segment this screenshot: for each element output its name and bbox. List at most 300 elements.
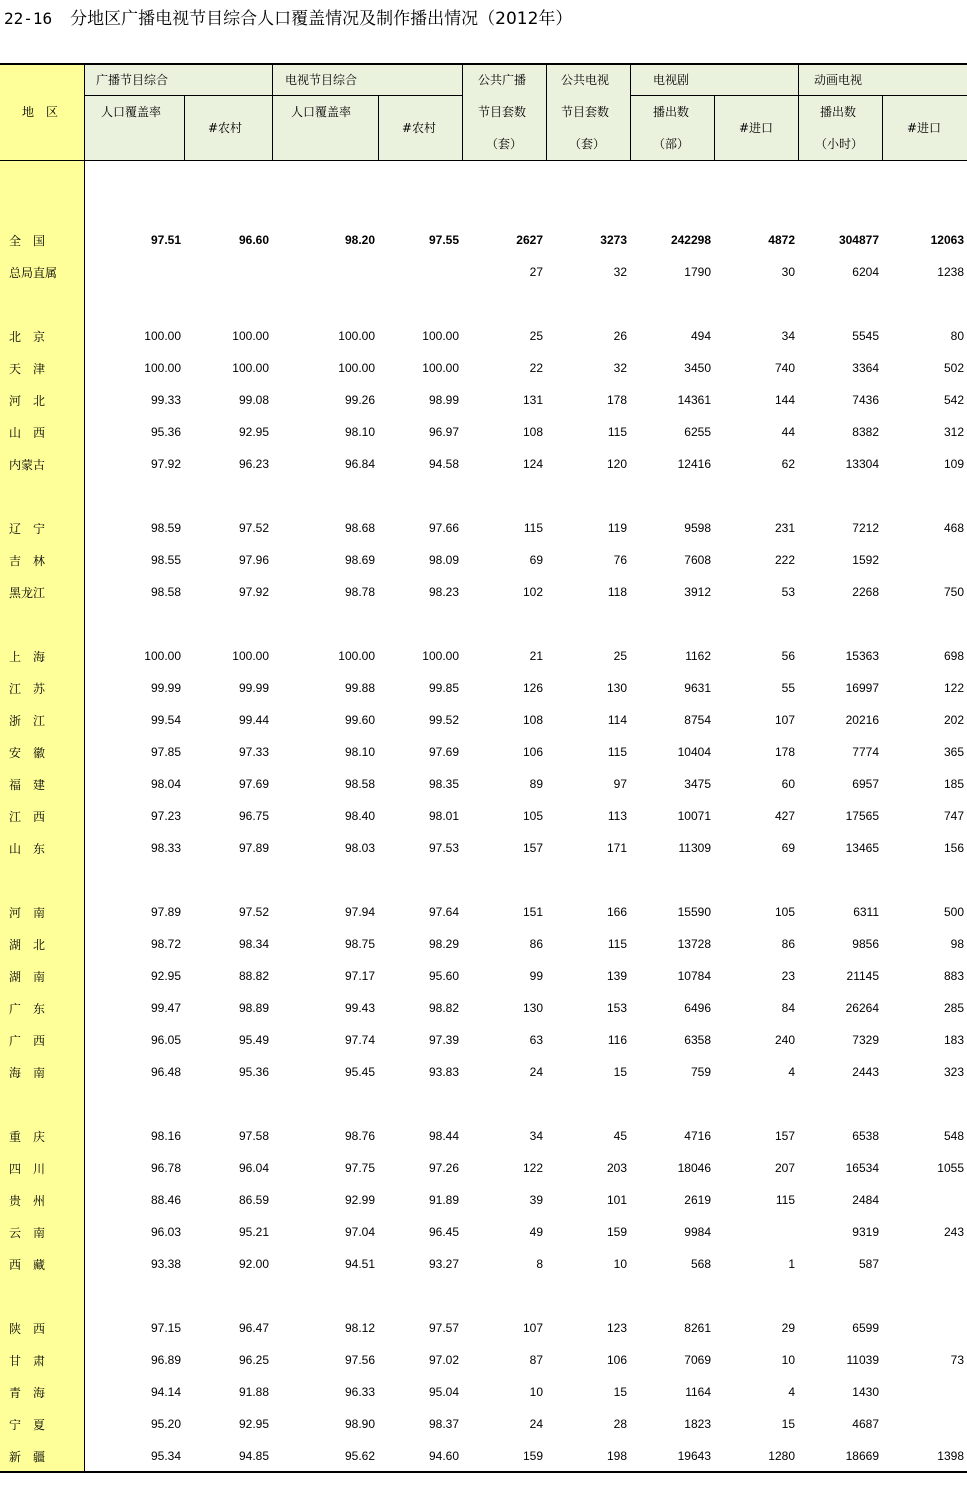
table-cell: 6358 (684, 1033, 711, 1047)
table-cell: 548 (943, 1129, 964, 1143)
table-row (0, 1152, 967, 1184)
table-cell: 1592 (852, 553, 879, 567)
table-cell: 98.89 (238, 1001, 269, 1015)
table-cell: 8382 (852, 425, 879, 439)
spacer-row (0, 288, 967, 320)
table-cell: 93.38 (150, 1257, 181, 1271)
region-name: 江 苏 (9, 681, 46, 696)
table-cell: 166 (606, 905, 627, 919)
table-row (0, 544, 967, 576)
table-cell: 105 (522, 809, 543, 823)
table-row (0, 1408, 967, 1440)
table-cell: 96.25 (238, 1353, 269, 1367)
table-cell: 9319 (852, 1225, 879, 1239)
header-radio-rural: #农村 (208, 121, 243, 135)
region-name: 山 西 (9, 425, 46, 440)
table-cell: 94.14 (150, 1385, 181, 1399)
table-cell: 13465 (845, 841, 879, 855)
table-cell: 45 (613, 1129, 627, 1143)
table-cell: 98.33 (150, 841, 181, 855)
table-row (0, 512, 967, 544)
table-cell: 95.34 (150, 1449, 181, 1463)
table-cell: 96.05 (150, 1033, 181, 1047)
table-cell: 100.00 (232, 361, 269, 375)
table-cell: 98.40 (344, 809, 375, 823)
table-cell: 93.27 (428, 1257, 459, 1271)
table-cell: 95.04 (428, 1385, 459, 1399)
table-cell: 21145 (846, 969, 879, 983)
table-row (0, 896, 967, 928)
table-cell: 96.04 (238, 1161, 269, 1175)
region-name: 上 海 (9, 649, 46, 664)
table-row (0, 1120, 967, 1152)
table-cell: 94.60 (428, 1449, 459, 1463)
table-row (0, 320, 967, 352)
table-cell: 126 (522, 681, 543, 695)
table-cell: 32 (613, 361, 627, 375)
table-row (0, 800, 967, 832)
region-name: 浙 江 (9, 713, 46, 728)
region-name: 重 庆 (9, 1129, 46, 1144)
table-row (0, 1184, 967, 1216)
region-name: 湖 南 (9, 969, 46, 984)
table-cell (84, 256, 184, 288)
table-cell: 91.89 (428, 1193, 459, 1207)
table-cell: 502 (943, 361, 964, 375)
table-row (0, 384, 967, 416)
table-cell: 99.26 (344, 393, 375, 407)
table-cell: 95.49 (238, 1033, 269, 1047)
table-row (0, 704, 967, 736)
table-cell: 97.56 (344, 1353, 375, 1367)
table-cell: 122 (943, 681, 964, 695)
table-cell: 4687 (852, 1417, 879, 1431)
table-cell: 16997 (845, 681, 879, 695)
table-cell: 98.58 (150, 585, 181, 599)
table-cell: 105 (774, 905, 795, 919)
table-cell: 10071 (677, 809, 711, 823)
table-cell: 740 (774, 361, 795, 375)
table-cell: 243 (943, 1225, 964, 1239)
table-cell: 7069 (684, 1353, 711, 1367)
table-cell: 69 (529, 553, 543, 567)
table-cell: 27 (529, 265, 543, 279)
region-name: 甘 肃 (9, 1353, 46, 1368)
table-cell: 98.68 (344, 521, 375, 535)
table-cell: 95.21 (238, 1225, 269, 1239)
table-cell: 94.58 (428, 457, 459, 471)
table-cell: 99.54 (150, 713, 181, 727)
header-rule (272, 95, 462, 96)
region-name: 四 川 (9, 1161, 46, 1176)
table-cell: 98.75 (344, 937, 375, 951)
table-cell: 63 (529, 1033, 543, 1047)
table-cell: 14361 (677, 393, 711, 407)
table-cell: 222 (774, 553, 795, 567)
header-public-radio-unit: （套） (486, 137, 523, 151)
table-cell: 94.85 (238, 1449, 269, 1463)
table-cell: 100.00 (144, 649, 181, 663)
table-cell (184, 256, 272, 288)
table-cell: 6204 (852, 265, 879, 279)
table-cell (378, 256, 462, 288)
table-cell: 171 (606, 841, 627, 855)
table-cell: 3912 (684, 585, 711, 599)
table-row (0, 832, 967, 864)
table-cell: 106 (606, 1353, 627, 1367)
table-cell: 97.04 (344, 1225, 375, 1239)
header-animation-import: #进口 (907, 121, 942, 135)
region-name: 宁 夏 (9, 1417, 46, 1432)
table-cell: 115 (607, 937, 627, 951)
region-name: 黑龙江 (9, 585, 46, 600)
table-cell: 96.89 (150, 1353, 181, 1367)
region-name: 陕 西 (9, 1321, 46, 1336)
spacer-row (0, 864, 967, 896)
region-name: 青 海 (9, 1385, 46, 1400)
table-cell: 587 (858, 1257, 879, 1271)
table-cell: 747 (943, 809, 964, 823)
table-cell: 28 (613, 1417, 627, 1431)
table-cell: 123 (606, 1321, 627, 1335)
table-cell: 100.00 (144, 361, 181, 375)
table-cell: 98.55 (150, 553, 181, 567)
table-cell: 98.37 (428, 1417, 459, 1431)
table-cell (882, 1408, 967, 1440)
table-cell: 285 (943, 1001, 964, 1015)
table-cell: 153 (606, 1001, 627, 1015)
table-cell: 97.57 (428, 1321, 459, 1335)
table-cell: 95.20 (150, 1417, 181, 1431)
table-cell: 1162 (685, 649, 711, 663)
table-cell: 2443 (852, 1065, 879, 1079)
table-row (0, 1056, 967, 1088)
table-cell: 8 (536, 1257, 543, 1271)
table-cell: 98.69 (344, 553, 375, 567)
table-cell: 18046 (677, 1161, 711, 1175)
table-row (0, 416, 967, 448)
table-cell: 16534 (845, 1161, 879, 1175)
column-divider (272, 63, 273, 160)
table-cell: 7436 (852, 393, 879, 407)
table-cell: 106 (522, 745, 543, 759)
table-row (0, 352, 967, 384)
table-cell: 6599 (852, 1321, 879, 1335)
table-cell (882, 544, 967, 576)
table-cell: 15590 (677, 905, 711, 919)
table-cell: 21 (529, 649, 543, 663)
table-cell (272, 256, 378, 288)
table-cell: 96.23 (238, 457, 269, 471)
table-number: 22-16 (4, 9, 53, 28)
region-name: 总局直属 (9, 265, 58, 280)
table-cell: 23 (781, 969, 795, 983)
table-cell: 568 (690, 1257, 711, 1271)
table-cell: 759 (690, 1065, 711, 1079)
region-name: 云 南 (9, 1225, 46, 1240)
table-row (0, 1376, 967, 1408)
region-name: 西 藏 (9, 1257, 46, 1272)
table-cell: 4716 (684, 1129, 711, 1143)
table-cell: 56 (781, 649, 795, 663)
table-cell: 99.60 (344, 713, 375, 727)
table-cell: 7774 (852, 745, 879, 759)
table-cell: 139 (606, 969, 627, 983)
table-cell: 97.58 (238, 1129, 269, 1143)
table-cell: 95.36 (238, 1065, 269, 1079)
table-cell: 97.17 (344, 969, 375, 983)
table-cell: 96.75 (238, 809, 269, 823)
table-cell: 9856 (852, 937, 879, 951)
header-tv-drama-unit: （部） (653, 137, 690, 151)
table-cell: 1823 (684, 1417, 711, 1431)
table-cell: 100.00 (232, 329, 269, 343)
table-cell: 2268 (852, 585, 879, 599)
table-cell: 7329 (852, 1033, 879, 1047)
table-cell: 114 (607, 713, 627, 727)
table-cell: 39 (529, 1193, 543, 1207)
table-cell: 99.44 (238, 713, 269, 727)
table-cell: 92.99 (344, 1193, 375, 1207)
table-cell: 86 (781, 937, 795, 951)
table-cell: 4 (788, 1385, 795, 1399)
header-rule (84, 95, 272, 96)
table-cell: 86 (529, 937, 543, 951)
table-cell: 98.90 (344, 1417, 375, 1431)
table-cell: 12416 (677, 457, 711, 471)
table-cell: 10404 (677, 745, 711, 759)
table-cell: 44 (781, 425, 795, 439)
table-cell: 96.47 (238, 1321, 269, 1335)
table-cell: 494 (690, 329, 711, 343)
table-cell: 99.99 (150, 681, 181, 695)
table-cell: 97.92 (150, 457, 181, 471)
table-cell (882, 1376, 967, 1408)
table-cell: 97.55 (428, 233, 459, 247)
table-cell: 100.00 (144, 329, 181, 343)
table-row (0, 224, 967, 256)
table-cell: 178 (774, 745, 795, 759)
table-cell: 25 (529, 329, 543, 343)
table-cell: 15363 (845, 649, 879, 663)
table-cell: 87 (529, 1353, 543, 1367)
table-cell: 120 (606, 457, 627, 471)
table-cell: 18669 (845, 1449, 879, 1463)
header-region: 地 区 (22, 105, 59, 119)
table-cell: 98.99 (428, 393, 459, 407)
table-cell: 240 (774, 1033, 795, 1047)
table-cell: 100.00 (422, 361, 459, 375)
table-cell: 97.23 (150, 809, 181, 823)
table-row (0, 256, 967, 288)
table-cell: 6957 (852, 777, 879, 791)
table-cell (882, 1184, 967, 1216)
table-cell: 11039 (846, 1353, 879, 1367)
table-cell: 96.84 (344, 457, 375, 471)
header-radio-group: 广播节目综合 (96, 73, 169, 87)
table-cell: 12063 (930, 233, 964, 247)
table-cell: 88.82 (238, 969, 269, 983)
table-cell: 312 (943, 425, 964, 439)
data-table (0, 192, 967, 1472)
table-cell: 97.64 (428, 905, 459, 919)
table-cell: 131 (522, 393, 543, 407)
table-cell: 97.92 (238, 585, 269, 599)
table-cell: 157 (522, 841, 543, 855)
table-cell: 119 (607, 521, 627, 535)
table-cell: 468 (943, 521, 964, 535)
table-row (0, 672, 967, 704)
header-tv-group: 电视节目综合 (285, 73, 358, 87)
table-cell: 96.03 (150, 1225, 181, 1239)
table-cell: 304877 (838, 233, 879, 247)
table-row (0, 448, 967, 480)
table-cell: 231 (774, 521, 795, 535)
table-cell: 98.59 (150, 521, 181, 535)
table-cell: 750 (943, 585, 964, 599)
table-cell: 95.62 (344, 1449, 375, 1463)
table-cell: 29 (781, 1321, 795, 1335)
table-cell: 6255 (684, 425, 711, 439)
spacer-row (0, 1280, 967, 1312)
table-cell: 3450 (684, 361, 711, 375)
table-cell: 84 (781, 1001, 795, 1015)
table-cell: 97.02 (428, 1353, 459, 1367)
region-name: 江 西 (9, 809, 46, 824)
table-cell: 6311 (853, 905, 879, 919)
table-cell: 73 (950, 1353, 964, 1367)
table-cell: 24 (529, 1417, 543, 1431)
table-cell: 92.00 (238, 1257, 269, 1271)
table-cell: 115 (523, 521, 543, 535)
table-cell: 151 (522, 905, 543, 919)
table-cell: 24 (529, 1065, 543, 1079)
table-cell: 15 (613, 1385, 627, 1399)
table-cell: 20216 (845, 713, 879, 727)
table-cell: 185 (943, 777, 964, 791)
table-cell: 98.16 (150, 1129, 181, 1143)
table-cell: 80 (950, 329, 964, 343)
table-cell: 98.82 (428, 1001, 459, 1015)
column-divider (798, 63, 799, 160)
page-title (4, 6, 572, 32)
region-name: 广 西 (9, 1033, 46, 1048)
table-cell: 100.00 (422, 329, 459, 343)
table-cell: 1280 (768, 1449, 795, 1463)
table-cell: 19643 (677, 1449, 711, 1463)
table-cell: 698 (943, 649, 964, 663)
top-rule (0, 63, 967, 65)
table-cell: 108 (522, 425, 543, 439)
table-cell: 99.88 (344, 681, 375, 695)
table-cell: 62 (781, 457, 795, 471)
table-body (0, 192, 967, 1472)
table-cell: 365 (943, 745, 964, 759)
region-name: 河 北 (9, 393, 46, 408)
region-name: 广 东 (9, 1001, 46, 1016)
table-cell: 17565 (845, 809, 879, 823)
table-cell: 116 (607, 1033, 627, 1047)
table-cell: 99.52 (428, 713, 459, 727)
region-name: 天 津 (9, 361, 46, 376)
table-cell: 2484 (852, 1193, 879, 1207)
region-name: 海 南 (9, 1065, 46, 1080)
table-cell (714, 1216, 798, 1248)
table-cell: 122 (522, 1161, 543, 1175)
table-cell: 98.35 (428, 777, 459, 791)
column-divider (462, 63, 463, 160)
table-row (0, 736, 967, 768)
table-cell: 97.26 (428, 1161, 459, 1175)
table-cell: 157 (774, 1129, 795, 1143)
table-cell: 96.97 (428, 425, 459, 439)
table-cell: 97.52 (238, 521, 269, 535)
header-animation: 动画电视 (814, 73, 863, 87)
column-divider (378, 95, 379, 160)
table-cell: 5545 (852, 329, 879, 343)
table-cell: 100.00 (338, 361, 375, 375)
table-cell: 97.53 (428, 841, 459, 855)
table-cell: 183 (943, 1033, 964, 1047)
table-cell: 99.33 (150, 393, 181, 407)
table-cell: 96.78 (150, 1161, 181, 1175)
table-cell: 98.58 (344, 777, 375, 791)
table-cell: 100.00 (232, 649, 269, 663)
table-cell: 11309 (678, 841, 711, 855)
table-cell: 130 (522, 1001, 543, 1015)
table-cell: 86.59 (238, 1193, 269, 1207)
region-name: 全 国 (9, 233, 46, 248)
table-cell: 92.95 (150, 969, 181, 983)
table-cell: 26264 (845, 1001, 879, 1015)
table-cell: 99.08 (238, 393, 269, 407)
table-cell: 99.85 (428, 681, 459, 695)
table-cell: 102 (522, 585, 543, 599)
table-cell: 99.47 (150, 1001, 181, 1015)
table-cell: 10 (781, 1353, 795, 1367)
table-cell: 1 (788, 1257, 795, 1271)
table-cell: 203 (606, 1161, 627, 1175)
table-cell: 1790 (684, 265, 711, 279)
region-name: 安 徽 (9, 745, 46, 760)
table-cell: 53 (781, 585, 795, 599)
table-cell: 124 (522, 457, 543, 471)
table-cell: 159 (606, 1225, 627, 1239)
region-name: 福 建 (9, 777, 46, 792)
table-cell: 99 (529, 969, 543, 983)
table-row (0, 576, 967, 608)
column-divider (630, 63, 631, 160)
table-cell: 97.15 (150, 1321, 181, 1335)
header-public-tv: 公共电视 (561, 73, 610, 87)
table-cell: 49 (529, 1225, 543, 1239)
table-cell: 1164 (685, 1385, 711, 1399)
table-cell: 60 (781, 777, 795, 791)
table-cell: 9631 (684, 681, 711, 695)
data-sheet (0, 63, 967, 1473)
table-cell: 8261 (684, 1321, 711, 1335)
header-public-radio: 公共广播 (478, 73, 527, 87)
table-cell: 15 (613, 1065, 627, 1079)
table-row (0, 1216, 967, 1248)
table-cell: 98.34 (238, 937, 269, 951)
header-tv-drama: 电视剧 (653, 73, 690, 87)
table-row (0, 1440, 967, 1472)
table-cell: 26 (613, 329, 627, 343)
table-title: 分地区广播电视节目综合人口覆盖情况及制作播出情况（2012年） (70, 9, 573, 29)
table-cell: 96.60 (238, 233, 269, 247)
table-cell: 115 (607, 745, 627, 759)
